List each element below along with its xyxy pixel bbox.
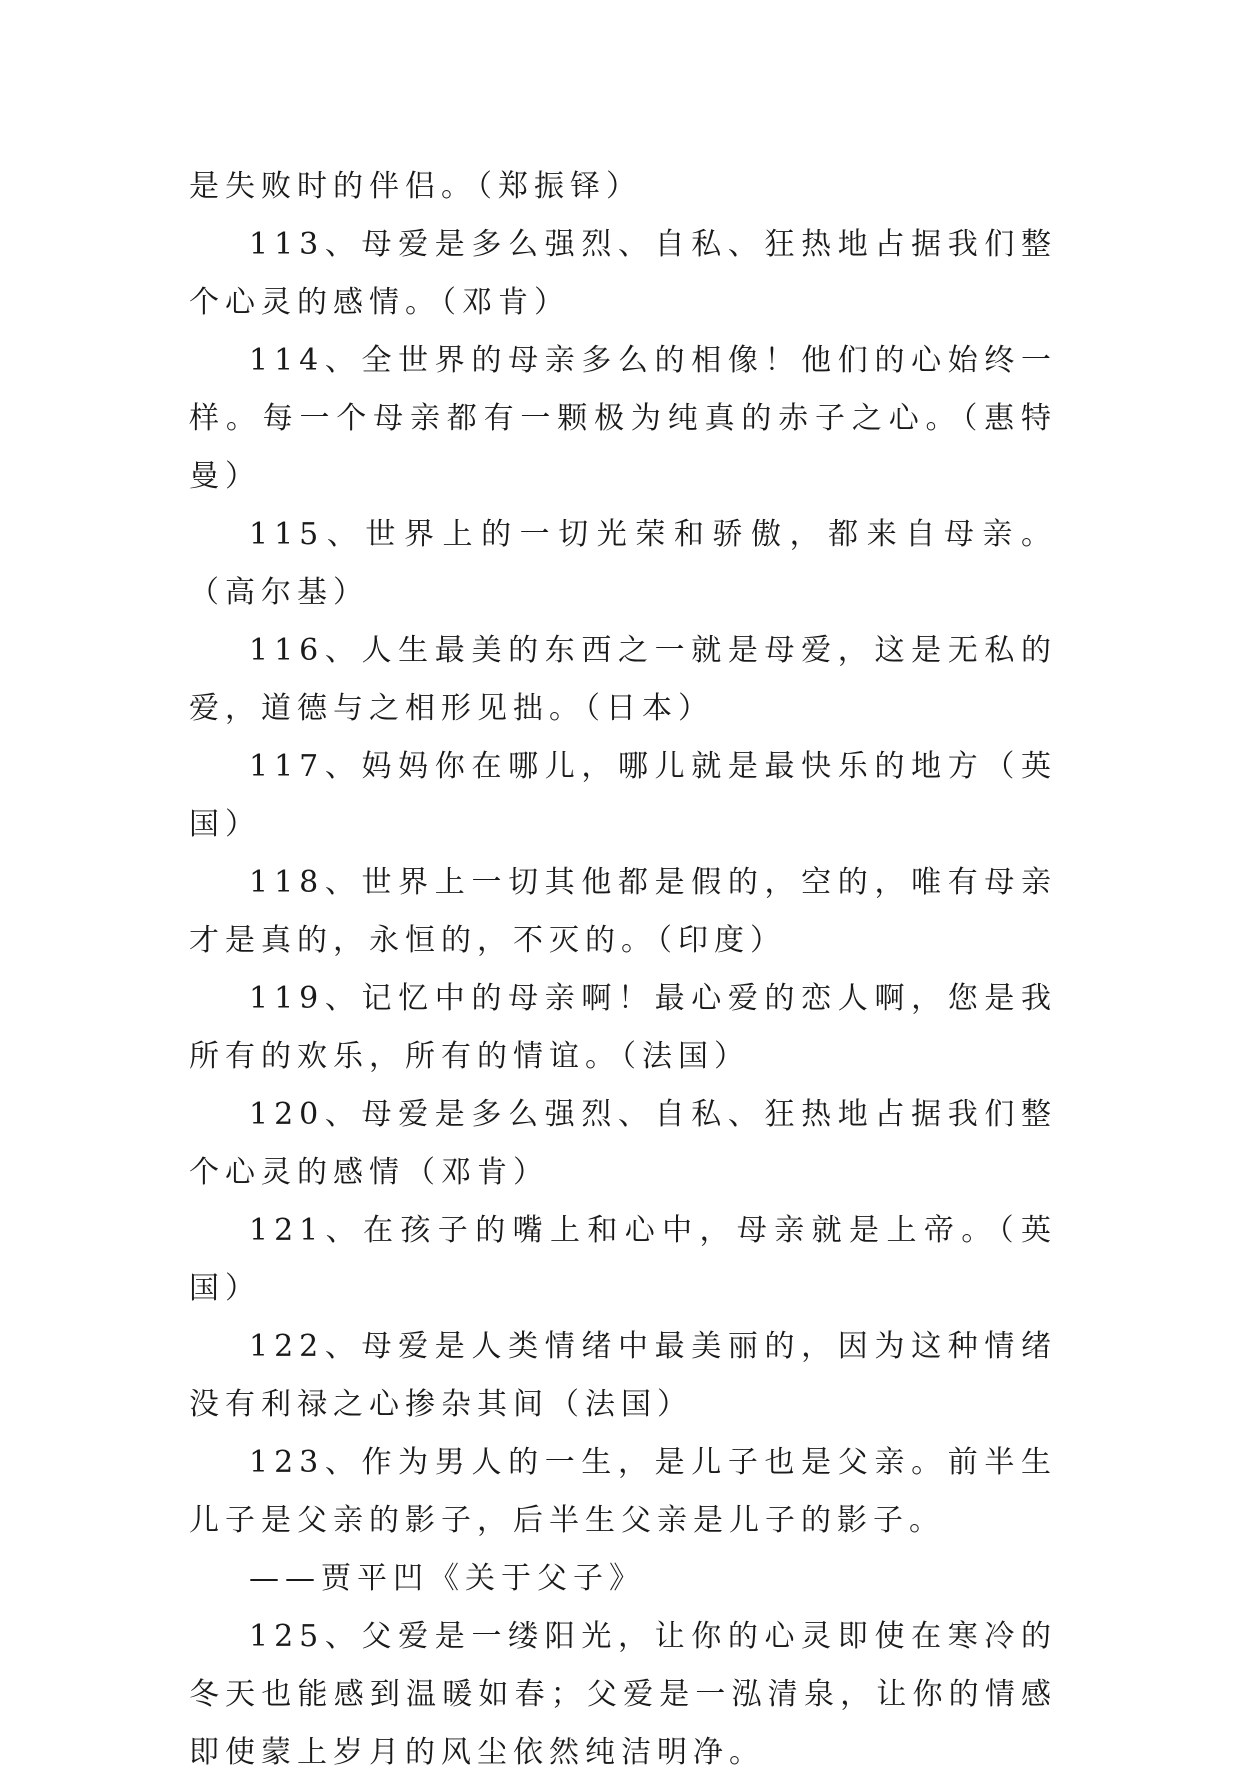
document-body [189,158,1057,1782]
quote-119: 119、记忆中的母亲啊！最心爱的恋人啊，您是我所有的欢乐，所有的情谊。（法国） [189,981,1057,1074]
quote-118: 118、世界上一切其他都是假的，空的，唯有母亲才是真的，永恒的，不灭的。（印度） [189,865,1057,958]
quote-121: 121、在孩子的嘴上和心中，母亲就是上帝。（英国） [189,1213,1057,1306]
quote-125: 125、父爱是一缕阳光，让你的心灵即使在寒冷的冬天也能感到温暖如春；父爱是一泓清泉，让你的情感即使蒙上岁月的风尘依然纯洁明净。 [189,1619,1057,1770]
quote-attribution: ——贾平凹《关于父子》 [249,1561,645,1596]
quote-117: 117、妈妈你在哪儿，哪儿就是最快乐的地方（英国） [189,749,1057,842]
quote-113: 113、母爱是多么强烈、自私、狂热地占据我们整个心灵的感情。（邓肯） [189,227,1057,320]
quote-115: 115、世界上的一切光荣和骄傲，都来自母亲。（高尔基） [189,517,1057,610]
quote-123: 123、作为男人的一生，是儿子也是父亲。前半生儿子是父亲的影子，后半生父亲是儿子的影子。 [189,1445,1057,1538]
quote-116: 116、人生最美的东西之一就是母爱，这是无私的爱，道德与之相形见拙。（日本） [189,633,1057,726]
quote-122: 122、母爱是人类情绪中最美丽的，因为这种情绪没有利禄之心掺杂其间（法国） [189,1329,1057,1422]
paragraph-continuation: 是失败时的伴侣。（郑振铎） [189,169,642,204]
quote-120: 120、母爱是多么强烈、自私、狂热地占据我们整个心灵的感情（邓肯） [189,1097,1057,1190]
quote-114: 114、全世界的母亲多么的相像！他们的心始终一样。每一个母亲都有一颗极为纯真的赤子之心。（惠特曼） [189,343,1057,494]
